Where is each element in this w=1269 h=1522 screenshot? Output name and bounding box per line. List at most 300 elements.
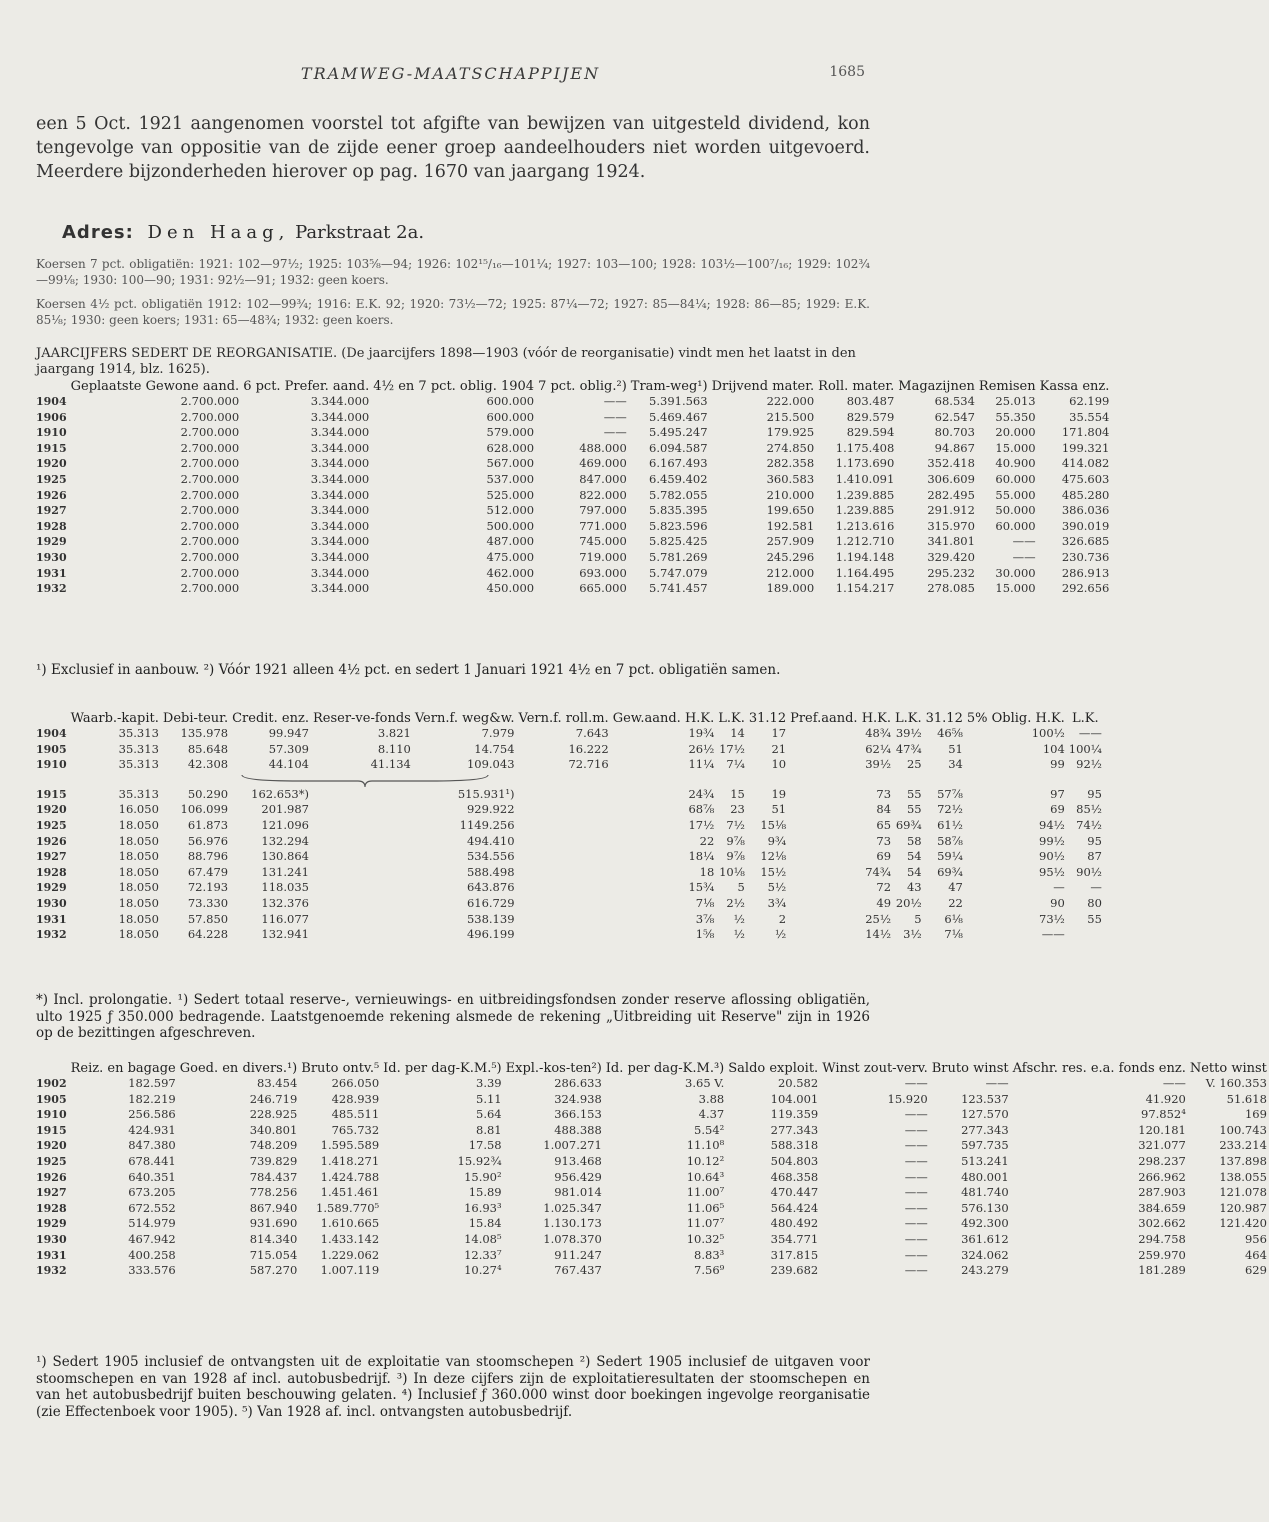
table-cell: 121.096 <box>261 817 309 832</box>
table-cell: 17.58 <box>468 1138 502 1153</box>
table-cell: 488.000 <box>579 440 627 455</box>
table-cell: 5½ <box>767 880 787 895</box>
table-cell: 35.313 <box>118 786 159 801</box>
table-cell: 18.050 <box>118 927 159 942</box>
table-cell: 492.300 <box>961 1216 1009 1231</box>
table-cell: 73.330 <box>187 895 229 910</box>
table-cell: 15¾ <box>688 880 715 895</box>
table-cell: 512.000 <box>486 503 535 518</box>
table1-header-col-0 <box>34 380 69 394</box>
table3-header-col-6: Id. per dag-K.M.³) <box>605 1061 725 1076</box>
table-cell: 199.650 <box>766 503 815 518</box>
row-year: 1928 <box>36 1201 67 1215</box>
table-cell: 68.534 <box>934 394 975 408</box>
table-cell: 57.850 <box>187 911 229 926</box>
table-cell: 11.06⁵ <box>686 1200 725 1215</box>
table-row <box>34 834 1104 850</box>
table-cell: 514.979 <box>128 1216 176 1231</box>
table-cell: 99½ <box>1039 833 1065 848</box>
table-cell: 116.077 <box>261 911 309 926</box>
table-cell: 1.173.690 <box>835 456 895 471</box>
table1-header-col-8: Magazijnen <box>898 379 975 394</box>
table-cell: —— <box>904 1185 928 1200</box>
table-cell: —— <box>603 409 627 424</box>
table-cell: —— <box>904 1107 928 1122</box>
table-cell: 121.078 <box>1219 1185 1267 1200</box>
table-cell: 784.437 <box>249 1169 298 1184</box>
table-cell: 3.344.000 <box>310 518 370 533</box>
row-year: 1904 <box>36 395 67 408</box>
section-subtitle: (De jaarcijfers 1898—1903 (vóór de reorganisatie) vindt men het laatst in den jaargang 1914, blz. 1625). <box>36 346 856 377</box>
table-cell: ½ <box>733 911 745 926</box>
table-cell: 282.358 <box>766 456 815 471</box>
table-cell: 199.321 <box>1061 440 1110 455</box>
table-cell: 68⅞ <box>688 802 715 817</box>
table-cell <box>517 849 611 865</box>
table-cell: 60.000 <box>995 471 1036 486</box>
table-cell: 19 <box>771 786 787 801</box>
table-cell: 85½ <box>1076 802 1102 817</box>
table-cell: 95 <box>1087 786 1102 801</box>
table2-header-col-7: Gew.aand. H.K. <box>612 711 715 726</box>
table-cell: 35.313 <box>118 726 159 740</box>
table-cell: 16.050 <box>118 802 159 817</box>
table1-header-col-9: Remisen <box>978 379 1036 394</box>
table-cell: 42.308 <box>187 757 229 772</box>
table-cell: 17½ <box>719 741 745 756</box>
table-cell: 55 <box>1087 911 1102 926</box>
table-cell: 1.212.710 <box>835 534 895 549</box>
table-cell: 14½ <box>865 927 892 942</box>
table-cell: 54 <box>906 849 922 864</box>
table-cell: 95½ <box>1039 864 1065 879</box>
table-cell: 266.050 <box>331 1076 380 1090</box>
table-cell: 16.93³ <box>464 1200 502 1215</box>
table-cell: 748.209 <box>249 1138 298 1153</box>
row-year: 1905 <box>36 1092 67 1106</box>
table-row <box>34 802 1104 818</box>
table-cell <box>517 896 611 912</box>
table-cell: 201.987 <box>261 802 309 817</box>
table-cell: 470.447 <box>770 1185 819 1200</box>
table-cell: 277.343 <box>770 1122 819 1137</box>
table-cell: 92½ <box>1076 757 1102 772</box>
table-cell <box>517 834 611 850</box>
table-cell: 97.852⁴ <box>1141 1107 1186 1122</box>
table-cell: 51.618 <box>1226 1091 1267 1106</box>
table2-header-col-13: 5% Oblig. H.K. <box>966 711 1065 726</box>
table-cell: 18.050 <box>118 880 159 895</box>
table-cell: 2½ <box>726 895 745 910</box>
section-header <box>36 346 870 378</box>
table-cell: 17½ <box>688 817 715 832</box>
table-cell: 3⅞ <box>695 911 715 926</box>
table-row <box>34 410 1111 426</box>
table-row <box>34 880 1104 896</box>
row-year: 1930 <box>36 550 67 564</box>
table-cell: 2.700.000 <box>180 456 240 471</box>
table-cell: 324.938 <box>554 1091 602 1106</box>
table-cell: 616.729 <box>466 895 515 910</box>
table2-header-col-6: Vern.f. roll.m. <box>518 711 609 726</box>
table-cell: 3.344.000 <box>310 549 370 564</box>
row-year: 1925 <box>36 1154 67 1168</box>
table-cell: 3.344.000 <box>310 581 370 596</box>
table-cell: 2.700.000 <box>180 409 240 424</box>
table-cell: 15.84 <box>468 1216 502 1231</box>
table-cell: 5.823.596 <box>649 518 708 533</box>
table-cell <box>311 802 413 818</box>
table-cell: V. 160.353 <box>1205 1076 1267 1090</box>
table-cell: 181.289 <box>1138 1263 1186 1278</box>
table-cell: 8.110 <box>377 741 411 756</box>
table-cell: 5.64 <box>476 1107 502 1122</box>
table2-header-col-9: 31.12 <box>748 711 787 726</box>
table1-header-col-5: Tram-weg¹) <box>630 379 708 394</box>
table-cell: 693.000 <box>579 565 627 580</box>
table-cell: 72.193 <box>187 880 229 895</box>
table-cell: 25.013 <box>995 394 1036 408</box>
table-cell <box>311 912 413 928</box>
table-cell: 58 <box>906 833 922 848</box>
table-cell: 245.296 <box>766 549 815 564</box>
table-cell: 18.050 <box>118 864 159 879</box>
row-year: 1926 <box>36 834 67 848</box>
table-cell: 3½ <box>903 927 922 942</box>
table-cell: —— <box>904 1138 928 1153</box>
table-cell: 2.700.000 <box>180 471 240 486</box>
table3-header-col-8: Winst zout-verv. <box>822 1061 928 1076</box>
table-cell: 1.007.271 <box>543 1138 602 1153</box>
table-cell: 30.000 <box>995 565 1036 580</box>
table-cell: 15.000 <box>995 581 1036 596</box>
table-cell: 21 <box>771 741 787 756</box>
table-cell: 15⅛ <box>760 817 787 832</box>
table-cell: 20.000 <box>995 425 1036 440</box>
table-cell: 19¾ <box>688 726 715 740</box>
table-cell: 51 <box>771 802 787 817</box>
table-row <box>34 742 1104 758</box>
table-cell: 34 <box>948 757 963 772</box>
table-cell: 1⅝ <box>695 927 715 942</box>
table-cell: 2.700.000 <box>180 425 240 440</box>
table-cell: 55 <box>906 802 922 817</box>
table-cell: 1.194.148 <box>835 549 895 564</box>
table-cell: 282.495 <box>927 487 975 502</box>
table-cell: 3.344.000 <box>310 565 370 580</box>
table-cell: 3.65 V. <box>685 1076 725 1090</box>
table-cell: 629 <box>1244 1263 1267 1278</box>
table-cell: 9¾ <box>767 833 787 848</box>
table-cell: 10⅛ <box>719 864 745 879</box>
table-row <box>34 757 1104 780</box>
table-cell: 73½ <box>1039 911 1065 926</box>
table-cell: 3.344.000 <box>310 503 370 518</box>
table3-header-col-0 <box>34 1062 69 1076</box>
table1-header-col-1: Geplaatste Gewone aand. <box>70 379 240 394</box>
table-cell: 6⅛ <box>944 911 963 926</box>
table-cell: 14.754 <box>474 741 515 756</box>
table-cell: 61.873 <box>187 817 229 832</box>
table-cell: 719.000 <box>579 549 627 564</box>
table-cell: 481.740 <box>961 1185 1009 1200</box>
table-cell: 192.581 <box>766 518 815 533</box>
table-cell: 5.54² <box>694 1122 725 1137</box>
table-cell: 500.000 <box>486 518 535 533</box>
table-cell <box>311 927 413 943</box>
table-cell: 3.344.000 <box>310 456 370 471</box>
table3-header-col-11: Netto winst <box>1189 1061 1267 1076</box>
table-cell: 814.340 <box>249 1231 298 1246</box>
koersen-4half-pct: Koersen 4½ pct. obligatiën 1912: 102—99¾; 1916: E.K. 92; 1920: 73½—72; 1925: 87¼—72; 1927: 85—84¼; 1928: 86—85; 1929: E.K. 85⅛; 1930: geen koers; 1931: 65—48¾; 1932: geen koers. <box>36 297 870 327</box>
table-cell: 84 <box>876 802 892 817</box>
table-cell: 15.90² <box>464 1169 502 1184</box>
brace-reserve-funds <box>240 773 490 789</box>
table-cell: 57⅞ <box>937 786 963 801</box>
table-cell: 127.570 <box>961 1107 1009 1122</box>
table-cell: 1.433.142 <box>320 1231 380 1246</box>
table-cell: 11¼ <box>688 757 715 772</box>
table3-header-col-3: Bruto ontv.⁵ <box>301 1061 380 1076</box>
table-cell: 467.942 <box>128 1231 176 1246</box>
table-cell: 480.001 <box>961 1169 1009 1184</box>
table-cell: 41.134 <box>370 757 411 772</box>
table-cell: 106.099 <box>180 802 229 817</box>
table-cell: 5.11 <box>476 1091 502 1106</box>
table-cell: 829.594 <box>846 425 895 440</box>
table-cell: 386.036 <box>1061 503 1110 518</box>
table-row <box>34 726 1104 742</box>
table-cell: 94½ <box>1039 817 1065 832</box>
table2-footnote: *) Incl. prolongatie. ¹) Sedert totaal reserve-, vernieuwings- en uitbreidingsfondsen zonder reserve aflossing obligatiën, ulto 1925 ƒ 350.000 bedragende. Laatstgenoemde rekening alsmede de rekening „Uitbreiding uit Reserve" zijn in 1926 op de bezittingen afgeschreven. <box>36 992 870 1041</box>
table-cell: 678.441 <box>128 1153 176 1168</box>
table-cell: 513.241 <box>961 1153 1009 1168</box>
table-cell: 73 <box>876 833 892 848</box>
table-cell: 5 <box>914 911 922 926</box>
table-cell <box>517 880 611 896</box>
table-cell: 8.81 <box>476 1122 502 1137</box>
row-year: 1915 <box>36 1123 67 1137</box>
table-cell: 74¾ <box>865 864 892 879</box>
row-year: 1931 <box>36 912 67 926</box>
table-cell: 515.931¹) <box>457 786 515 801</box>
table-cell: 46⅝ <box>937 726 963 740</box>
row-year: 1929 <box>36 1217 67 1231</box>
table-cell: 35.313 <box>118 757 159 772</box>
table-cell: 2.700.000 <box>180 534 240 549</box>
table-cell: 468.358 <box>770 1169 819 1184</box>
table-cell: 39½ <box>895 726 922 740</box>
table-row <box>34 1201 1269 1217</box>
table-cell: 24¾ <box>688 786 715 801</box>
table-cell: 366.153 <box>554 1107 602 1122</box>
table-cell <box>517 865 611 881</box>
table-cell: 162.653*) <box>251 786 309 801</box>
table-row <box>34 1092 1269 1108</box>
table-cell: —— <box>904 1153 928 1168</box>
table-cell: 100¼ <box>1068 741 1102 756</box>
table-cell: 72½ <box>937 802 963 817</box>
table-cell: 18.050 <box>118 849 159 864</box>
table2-header-col-8: L.K. <box>718 711 745 726</box>
row-year: 1931 <box>36 566 67 580</box>
table-cell: 26½ <box>688 741 715 756</box>
table-cell: 2.700.000 <box>180 565 240 580</box>
table-cell: 18.050 <box>118 817 159 832</box>
table-cell: 12⅛ <box>760 849 787 864</box>
table2-header-col-3: Credit. enz. <box>232 711 309 726</box>
running-header-title: TRAMWEG-MAATSCHAPPIJEN <box>300 64 601 83</box>
table-cell: 259.970 <box>1138 1247 1186 1262</box>
table-cell: 169 <box>1244 1107 1267 1122</box>
table-row <box>34 865 1104 881</box>
table-cell: 739.829 <box>249 1153 298 1168</box>
table-cell: 488.388 <box>554 1122 602 1137</box>
table-cell: — <box>1090 880 1102 895</box>
table-row <box>34 912 1104 928</box>
table-cell: 94.867 <box>934 440 975 455</box>
table-balance-liabilities <box>34 712 1104 943</box>
table-cell: 62.547 <box>934 409 975 424</box>
table-cell: —— <box>1078 726 1102 740</box>
table-row <box>34 1123 1269 1139</box>
table-cell: 2 <box>778 911 787 926</box>
table2-header-col-10: Pref.aand. H.K. <box>790 711 892 726</box>
table-cell: 61½ <box>937 817 963 832</box>
table-cell: 15 <box>730 786 745 801</box>
row-year: 1932 <box>36 1264 67 1278</box>
row-year: 1920 <box>36 803 67 817</box>
table-cell: 2.700.000 <box>180 581 240 596</box>
table-cell: ½ <box>774 927 787 942</box>
table-cell: 274.850 <box>766 440 815 455</box>
table-cell: 1.229.062 <box>320 1247 380 1262</box>
table-cell: 47¾ <box>895 741 922 756</box>
table3-header-col-1: Reiz. en bagage <box>70 1061 176 1076</box>
table-row <box>34 472 1111 488</box>
row-year: 1931 <box>36 1248 67 1262</box>
table-cell: —— <box>904 1216 928 1231</box>
table-cell: 35.554 <box>1069 409 1110 424</box>
intro-paragraph <box>36 112 870 184</box>
table-cell: 239.682 <box>770 1263 819 1278</box>
table2-header-col-4: Reser-ve-fonds <box>312 711 411 726</box>
table-cell: 797.000 <box>579 503 627 518</box>
table-cell: 1.410.091 <box>835 471 895 486</box>
table-cell: 182.597 <box>128 1076 176 1090</box>
row-year: 1927 <box>36 850 67 864</box>
table-cell: 97 <box>1050 786 1065 801</box>
table-cell: 847.380 <box>128 1138 176 1153</box>
table-cell: 640.351 <box>128 1169 176 1184</box>
table-cell: 3.344.000 <box>310 471 370 486</box>
table3-header-col-5: Expl.-kos-ten²) <box>505 1061 602 1076</box>
table-cell: 25 <box>906 757 922 772</box>
table-cell: 6.167.493 <box>649 456 708 471</box>
table-row <box>34 534 1111 550</box>
table3-header-col-4: Id. per dag-K.M.⁵) <box>383 1061 502 1076</box>
table-cell: 665.000 <box>579 581 627 596</box>
table-cell: 485.511 <box>331 1107 380 1122</box>
table-cell: 100½ <box>1031 726 1065 740</box>
table-cell: 104.001 <box>770 1091 819 1106</box>
table-cell: 7.643 <box>575 726 609 740</box>
row-year: 1927 <box>36 504 67 518</box>
table-cell: 771.000 <box>579 518 627 533</box>
table1-header-col-4: 7 pct. oblig.²) <box>538 379 627 394</box>
table-cell: 567.000 <box>486 456 535 471</box>
table-cell: 5.391.563 <box>649 394 708 408</box>
address-city: Den Haag, <box>147 222 290 243</box>
table-cell <box>311 880 413 896</box>
table-cell: 35.313 <box>118 741 159 756</box>
table-cell: 956 <box>1244 1231 1267 1246</box>
table-cell: 3.344.000 <box>310 394 370 408</box>
table-cell: 3.344.000 <box>310 487 370 502</box>
row-year: 1906 <box>36 410 67 424</box>
table-cell: 7.56⁹ <box>694 1263 725 1278</box>
table-cell: 778.256 <box>249 1185 298 1200</box>
table-cell: 10.27⁴ <box>464 1263 502 1278</box>
section-title: JAARCIJFERS SEDERT DE REORGANISATIE. <box>36 346 338 361</box>
table-cell: 40.900 <box>995 456 1036 471</box>
table-cell: ½ <box>733 927 745 942</box>
table-exploitation <box>34 1062 1269 1279</box>
table-cell: 20½ <box>895 895 922 910</box>
table-cell: 5.782.055 <box>649 487 708 502</box>
row-year: 1925 <box>36 818 67 832</box>
table-cell: 62¼ <box>865 741 892 756</box>
table-cell: 414.082 <box>1061 456 1110 471</box>
table-cell: 628.000 <box>486 440 535 455</box>
table-row <box>34 519 1111 535</box>
row-year: 1902 <box>36 1077 67 1090</box>
table1-header-col-2: 6 pct. Prefer. aand. <box>243 379 370 394</box>
table-cell: 15.92¾ <box>457 1153 502 1168</box>
table-cell: 85.648 <box>187 741 229 756</box>
table2-header-col-11: L.K. <box>895 711 922 726</box>
table1-header-col-10: Kassa enz. <box>1039 379 1110 394</box>
table-cell: 65 <box>876 817 892 832</box>
table-cell: 361.612 <box>961 1231 1009 1246</box>
table-cell: 3.821 <box>377 726 411 740</box>
row-year: 1928 <box>36 865 67 879</box>
table2-header-col-1: Waarb.-kapit. <box>70 711 159 726</box>
table-cell: 1.239.885 <box>835 503 895 518</box>
table-cell: 257.909 <box>766 534 815 549</box>
table-cell: 222.000 <box>766 394 815 408</box>
table-cell: 538.139 <box>466 911 515 926</box>
table-cell: 576.130 <box>961 1200 1009 1215</box>
table-cell: 56.976 <box>187 833 229 848</box>
row-year: 1910 <box>36 426 67 440</box>
table-cell: —— <box>1041 927 1065 942</box>
row-year: 1910 <box>36 758 67 772</box>
table-cell: 6.094.587 <box>649 440 708 455</box>
table-cell: —— <box>904 1200 928 1215</box>
table-cell: 1.589.770⁵ <box>316 1200 380 1215</box>
table-cell <box>517 912 611 928</box>
table-cell: 537.000 <box>486 471 535 486</box>
table-cell: 765.732 <box>331 1122 380 1137</box>
table-row <box>34 1138 1269 1154</box>
table-cell: 10.64³ <box>686 1169 725 1184</box>
table-cell: 10 <box>771 757 787 772</box>
table-cell: 215.500 <box>766 409 815 424</box>
koersen-7pct: Koersen 7 pct. obligatiën: 1921: 102—97½; 1925: 103⅝—94; 1926: 102¹⁵/₁₆—101¼; 1927: 103—100; 1928: 103½—100⁷/₁₆; 1929: 102¾—99⅛; 1930: 100—90; 1931: 92½—91; 1932: geen koers. <box>36 257 870 287</box>
table-cell: 803.487 <box>846 394 895 408</box>
table-cell: 120.987 <box>1219 1200 1267 1215</box>
